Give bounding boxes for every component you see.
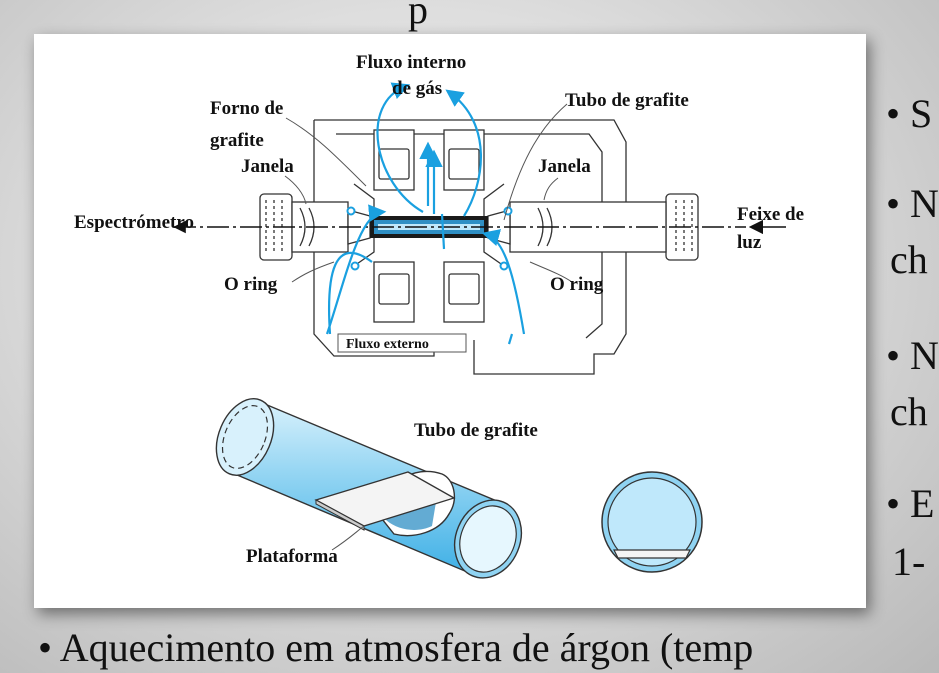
- label-forno-1: Forno de: [210, 98, 284, 119]
- label-espectrometro: Espectrómetro: [74, 212, 194, 233]
- label-feixe-2: luz: [737, 232, 762, 253]
- label-janela-left: Janela: [241, 156, 294, 177]
- bullet-2-line1: • N: [886, 181, 939, 226]
- label-fluxo-interno-1: Fluxo interno: [356, 52, 467, 73]
- slide-top-fragment: p: [408, 0, 428, 32]
- bottom-bullet-text: • Aquecimento em atmosfera de árgon (temp: [38, 625, 754, 670]
- bullet-1-line1: • S: [886, 91, 933, 136]
- label-forno-2: grafite: [210, 130, 264, 151]
- label-plataforma: Plataforma: [246, 546, 338, 567]
- label-oring-right: O ring: [550, 274, 604, 295]
- label-feixe-1: Feixe de: [737, 204, 805, 225]
- label-fluxo-interno-2: de gás: [392, 78, 443, 99]
- bullet-3-line2: ch: [890, 389, 928, 434]
- label-tubo-grafite-top: Tubo de grafite: [565, 90, 689, 111]
- bullet-3-line1: • N: [886, 333, 939, 378]
- diagram-panel: [34, 34, 866, 608]
- label-fluxo-externo: Fluxo externo: [346, 337, 429, 352]
- graphite-furnace-diagram: [34, 34, 866, 608]
- tube-cross-section: [602, 472, 702, 572]
- label-janela-right: Janela: [538, 156, 591, 177]
- label-tubo-grafite-bottom: Tubo de grafite: [414, 420, 538, 441]
- label-oring-left: O ring: [224, 274, 278, 295]
- bullet-4-line2: 1-: [892, 539, 926, 584]
- bullet-4-line1: • E: [886, 481, 935, 526]
- bullet-2-line2: ch: [890, 237, 928, 282]
